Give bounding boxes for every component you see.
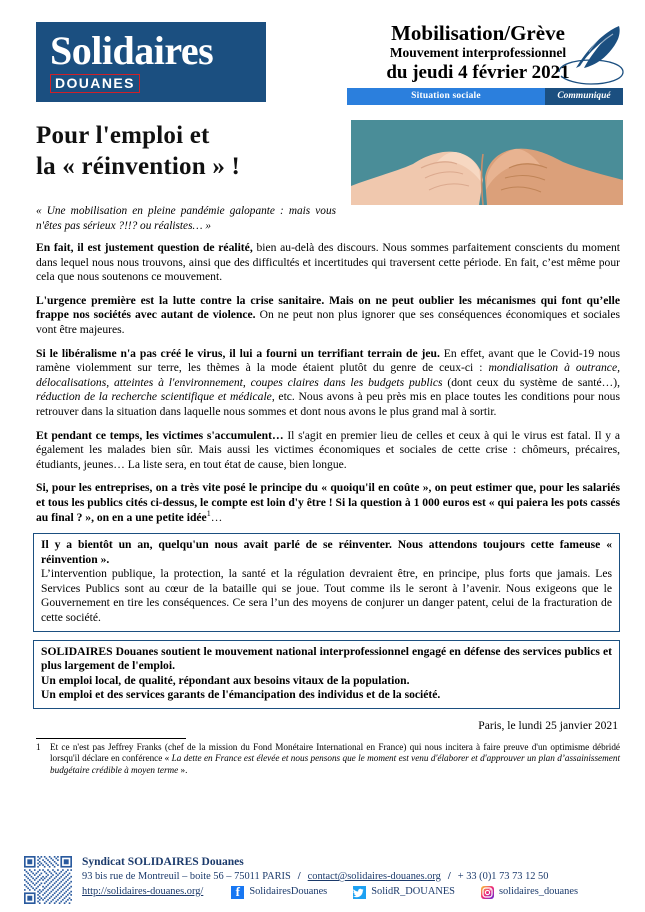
footnote-marker: 1 <box>206 508 211 518</box>
footer-instagram[interactable] <box>481 884 578 900</box>
facebook-icon <box>231 886 244 899</box>
footer-facebook-handle: SolidairesDouanes <box>249 886 328 897</box>
paragraph-4-lead: Et pendant ce temps, les victimes s'accumulent… <box>36 428 284 442</box>
footer-address: 93 bis rue de Montreuil – boite 56 – 75011 PARIS <box>82 871 291 882</box>
page-title-line-1: Pour l'emploi et <box>36 122 210 149</box>
page-title <box>36 120 343 182</box>
header-tag-bar <box>347 88 623 105</box>
footnote-1-post: ». <box>178 764 188 775</box>
paragraph-5-emphasis <box>36 481 620 525</box>
footer-org-suffix: Douanes <box>198 856 244 868</box>
footnote-1 <box>36 742 620 776</box>
footer-address-line <box>82 869 578 884</box>
footnote-divider <box>36 738 186 739</box>
footer-facebook[interactable] <box>231 884 327 900</box>
highlight-box-reinvention <box>33 533 620 632</box>
intro-quote: « Une mobilisation en pleine pandémie galopante : mais vous n'êtes pas sérieux ?!!? ou réalistes… » <box>36 205 336 232</box>
footer-twitter[interactable] <box>353 884 455 900</box>
tag-situation-sociale: Situation sociale <box>347 88 545 105</box>
box2-line-1 <box>41 645 612 674</box>
paragraph-3-italic-2: réduction de la recherche scientifique et médicale <box>36 390 272 404</box>
paragraph-4-rest: Il s'agit en premier lieu de celles et ceux à qui le virus est fatal. Il y a également les malades bien sûr. Mais aussi les victimes économiques et sociales de cette crise : chômeurs, précaires, étudiants, jeunes… La liste sera, en tout état de cause, bien longue. <box>36 428 620 471</box>
highlight-box-demands <box>33 640 620 709</box>
qr-code-icon <box>24 856 72 904</box>
paragraph-3-lead: Si le libéralisme n'a pas créé le virus, il lui a fourni un terrifiant terrain de jeu. <box>36 346 440 360</box>
footer-instagram-handle: solidaires_douanes <box>498 886 579 897</box>
paragraph-3-rest-pre: En effet, avant que le Covid-19 nous ramène violemment sur terre, les thèmes à la mode étaient plutôt du genre de ceux-ci : <box>36 346 620 375</box>
footer-email-link[interactable]: contact@solidaires-douanes.org <box>307 871 441 882</box>
box2-line-3 <box>41 688 612 703</box>
document-body <box>0 233 645 525</box>
logo-subtitle-douanes: DOUANES <box>50 74 140 93</box>
footer-twitter-handle: SolidR_DOUANES <box>371 886 455 897</box>
footer-contact-block <box>82 855 578 900</box>
paragraph-3-mid: (dont ceux du système de santé…), <box>442 375 620 389</box>
instagram-icon <box>481 886 494 899</box>
paragraph-2-lead: L'urgence première est la lutte contre la crise sanitaire. Mais on ne peut oublier les mécanismes qui font qu’elle frappe nos sociétés avec autant de violence. <box>36 293 620 322</box>
footnote-1-text <box>50 742 620 776</box>
document-footer <box>0 855 645 904</box>
photo-column <box>351 120 623 205</box>
footer-website-link[interactable]: http://solidaires-douanes.org/ <box>82 886 204 897</box>
paragraph-1-rest: bien au-delà des discours. Nous sommes parfaitement conscients du moment dans lequel nous nous trouvons, ainsi que des difficultés et incertitudes qui traversent cette période. En fait, c’est même pour cela que nous soutenons ce mouvement. <box>36 241 620 284</box>
box2-line-2 <box>41 674 612 689</box>
title-and-photo-row <box>0 112 645 233</box>
footer-separator-2: / <box>447 871 451 882</box>
footnote-section <box>0 732 645 776</box>
logo-wordmark: Solidaires <box>50 28 214 73</box>
paragraph-3 <box>36 347 620 420</box>
page-title-line-2: la « réinvention » ! <box>36 153 240 180</box>
solidaires-logo <box>36 22 266 102</box>
footnote-1-quote: La dette en France est élevée et nous pensons que le moment est venu d'élaborer et d'approuver un plan d’assainissement budgétaire crédible à moyen terme <box>50 753 620 775</box>
box2-line-3-text: Un emploi et des services garants de l'émancipation des individus et de la société. <box>41 688 441 702</box>
fist-bump-illustration <box>351 120 623 205</box>
twitter-icon <box>353 886 366 899</box>
paragraph-5-tail: … <box>210 510 223 524</box>
document-header <box>0 0 645 112</box>
box2-line-2-text: Un emploi local, de qualité, répondant aux besoins vitaux de la population. <box>41 673 410 687</box>
paragraph-2-rest: On ne peut non plus ignorer que ses conséquences économiques et sociales vont être majeures. <box>36 308 621 336</box>
title-column <box>36 120 343 233</box>
instagram-camera-glyph <box>481 886 494 899</box>
paragraph-3-rest-post: , etc. Nous avons à peu près mis en place toutes les conditions pour nous retrouver dans la situation dans laquelle nous sommes et dont nous avons le plus grand mal à sortir. <box>36 390 620 418</box>
header-date: du jeudi 4 février 2021 <box>386 62 570 83</box>
quill-feather-icon <box>557 20 629 86</box>
footnote-1-number: 1 <box>36 742 41 753</box>
twitter-bird-glyph <box>353 886 366 899</box>
header-subtitle: Mouvement interprofessionnel <box>389 45 567 60</box>
header-title-block <box>333 22 623 105</box>
footer-org-name <box>82 855 578 869</box>
footer-social-line <box>82 884 578 900</box>
footer-separator-1: / <box>297 871 301 882</box>
paragraph-3-italic-1: mondialisation à outrance, délocalisations, atteintes à l'environnement, coupes claires dans les budgets publics <box>36 361 620 389</box>
paragraph-4 <box>36 429 620 473</box>
box1-lead-text: Il y a bientôt un an, quelqu'un nous avait parlé de se réinventer. Nous attendons toujours cette fameuse « réinvention ». <box>41 538 612 566</box>
signature-location-date: Paris, le lundi 25 janvier 2021 <box>478 719 618 733</box>
paragraph-5-text: Si, pour les entreprises, on a très vite posé le principe du « quoiqu'il en coûte », on peut estimer que, pour les salariés et tous les publics cités ci-dessus, le compte est loin d'y être ! Si la question à 1 000 euros est « qui paiera les pots cassés au final ? », on en a une petite idée <box>36 481 620 524</box>
paragraph-1 <box>36 241 620 285</box>
box1-body: L’intervention publique, la protection, la santé et la régulation devraient être, en principe, plus forts que jamais. Les Services Publics sont au cœur de la bataille qui se joue. Tout comme ils le seront à l’avenir. Nous exigeons que le Gouvernement en tire les conséquences. Ce sera l’un des moyens de conjurer un danger patent, celui de la fracturation de cette société. <box>41 567 612 625</box>
footer-phone: + 33 (0)1 73 73 12 50 <box>457 871 549 882</box>
footer-org-solidaires: SOLIDAIRES <box>127 856 199 868</box>
fist-bump-photo <box>351 120 623 205</box>
box2-line-1-text: SOLIDAIRES Douanes soutient le mouvement national interprofessionnel engagé en défense des services publics et plus largement de l'emploi. <box>41 644 612 673</box>
box1-lead <box>41 538 612 567</box>
tag-communique: Communiqué <box>545 88 623 105</box>
footer-org-prefix: Syndicat <box>82 856 128 868</box>
paragraph-2 <box>36 294 620 338</box>
paragraph-1-lead: En fait, il est justement question de réalité, <box>36 241 253 254</box>
footnote-1-pre: Et ce n'est pas Jeffrey Franks (chef de la mission du Fond Monétaire International en France) qui nous incitera à faire preuve d'un optimisme débridé lorsqu'il déclare en conférence « <box>50 742 620 764</box>
header-main-title: Mobilisation/Grève <box>391 21 565 45</box>
